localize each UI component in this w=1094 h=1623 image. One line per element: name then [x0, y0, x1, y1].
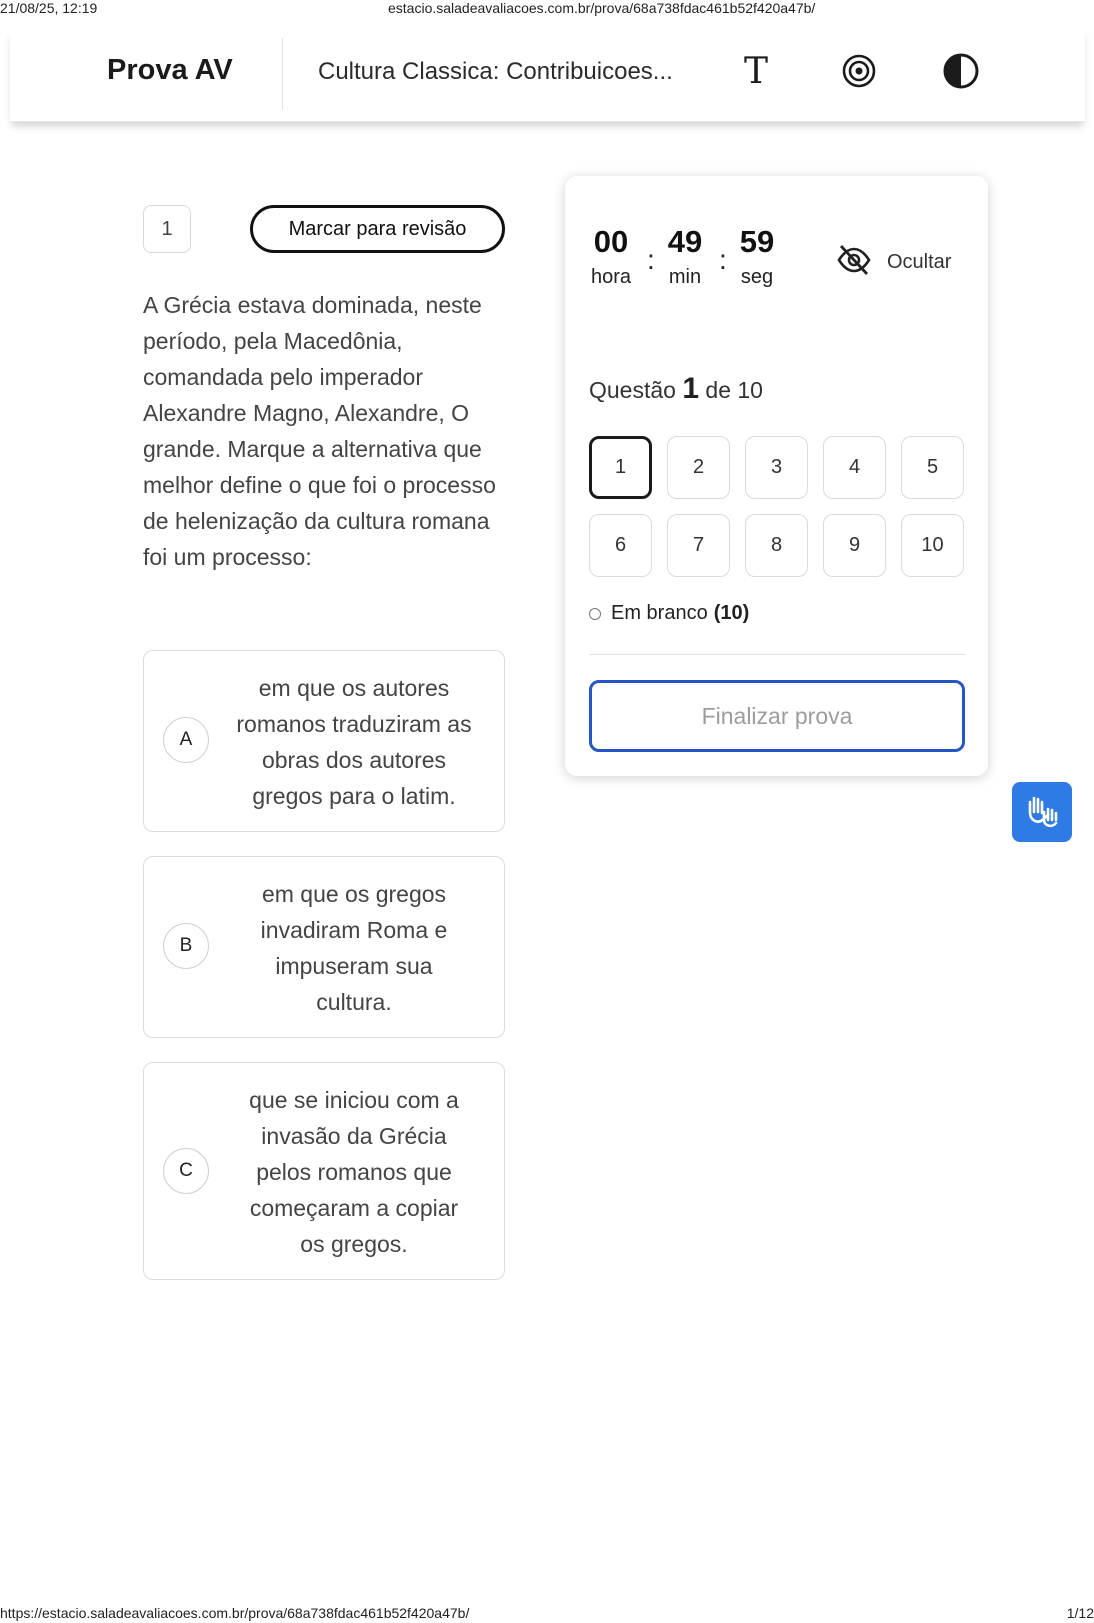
eye-off-icon: [835, 241, 873, 284]
question-text: A Grécia estava dominada, neste período, pela Macedônia, comandada pelo imperador Alexandre Magno, Alexandre, O grande. Marque a alternativa que melhor define o que foi o processo de helenização da cultura romana foi um processo:: [143, 292, 496, 570]
print-header: [0, 0, 1094, 18]
text-size-icon[interactable]: T: [743, 50, 768, 92]
timer-seconds-label: seg: [740, 266, 774, 288]
print-footer: [0, 1605, 1094, 1623]
blank-status: [589, 602, 749, 625]
timer-hours-value: 00: [593, 224, 629, 259]
sign-language-button[interactable]: [1012, 782, 1072, 842]
timer-separator: :: [719, 244, 727, 275]
option-text: em que os gregos invadiram Roma e impuseram sua cultura.: [260, 881, 448, 1015]
question-nav-2[interactable]: 2: [667, 436, 730, 499]
print-footer-url: https://estacio.saladeavaliacoes.com.br/prova/68a738fdac461b52f420a47b/: [0, 1605, 470, 1621]
timer-minutes: [663, 224, 707, 289]
question-nav-8[interactable]: 8: [745, 514, 808, 577]
blank-count: (10): [713, 602, 750, 624]
question-nav-5[interactable]: 5: [901, 436, 964, 499]
blank-label: Em branco: [611, 602, 708, 624]
target-icon[interactable]: [839, 51, 879, 91]
hide-timer-button[interactable]: [835, 242, 951, 282]
sign-language-icon: [1022, 790, 1062, 835]
question-nav-10[interactable]: 10: [901, 514, 964, 577]
option-text: em que os autores romanos traduziram as obras dos autores gregos para o latim.: [236, 675, 472, 809]
contrast-icon[interactable]: [941, 51, 981, 91]
timer-hours: [589, 224, 633, 289]
counter-suffix: de 10: [705, 377, 763, 403]
question-nav-7[interactable]: 7: [667, 514, 730, 577]
top-bar: [10, 28, 1085, 122]
finish-exam-button[interactable]: Finalizar prova: [589, 680, 965, 752]
header-divider: [282, 38, 283, 110]
question-nav-9[interactable]: 9: [823, 514, 886, 577]
timer-hours-label: hora: [590, 266, 632, 288]
brand-title: Prova AV: [107, 54, 233, 86]
hide-label: Ocultar: [887, 250, 952, 273]
option-letter: B: [163, 923, 209, 969]
course-title: Cultura Classica: Contribuicoes...: [318, 58, 673, 85]
option-a[interactable]: [143, 650, 505, 832]
blank-dot-icon: [589, 608, 601, 620]
exam-panel: [565, 176, 988, 776]
print-datetime: 21/08/25, 12:19: [0, 0, 98, 16]
option-letter: A: [163, 717, 209, 763]
question-nav-6[interactable]: 6: [589, 514, 652, 577]
timer-seconds-value: 59: [739, 224, 775, 259]
question-nav-3[interactable]: 3: [745, 436, 808, 499]
question-number: 1: [143, 205, 191, 253]
timer-separator: :: [647, 244, 655, 275]
print-header-url: estacio.saladeavaliacoes.com.br/prova/68a738fdac461b52f420a47b/: [388, 0, 816, 16]
print-page-number: 1/12: [1066, 1605, 1094, 1621]
option-letter: C: [163, 1148, 209, 1194]
question-nav-1[interactable]: 1: [589, 436, 652, 499]
question-nav-4[interactable]: 4: [823, 436, 886, 499]
question-counter: [589, 372, 763, 406]
counter-prefix: Questão: [589, 377, 676, 403]
option-b[interactable]: [143, 856, 505, 1038]
option-c[interactable]: [143, 1062, 505, 1280]
timer-seconds: [735, 224, 779, 289]
option-text: que se iniciou com a invasão da Grécia pelos romanos que começaram a copiar os gregos.: [249, 1087, 459, 1257]
timer-minutes-label: min: [668, 266, 702, 288]
mark-for-review-button[interactable]: Marcar para revisão: [250, 205, 505, 253]
panel-divider: [589, 654, 965, 655]
timer-minutes-value: 49: [667, 224, 703, 259]
counter-current: 1: [682, 372, 700, 405]
